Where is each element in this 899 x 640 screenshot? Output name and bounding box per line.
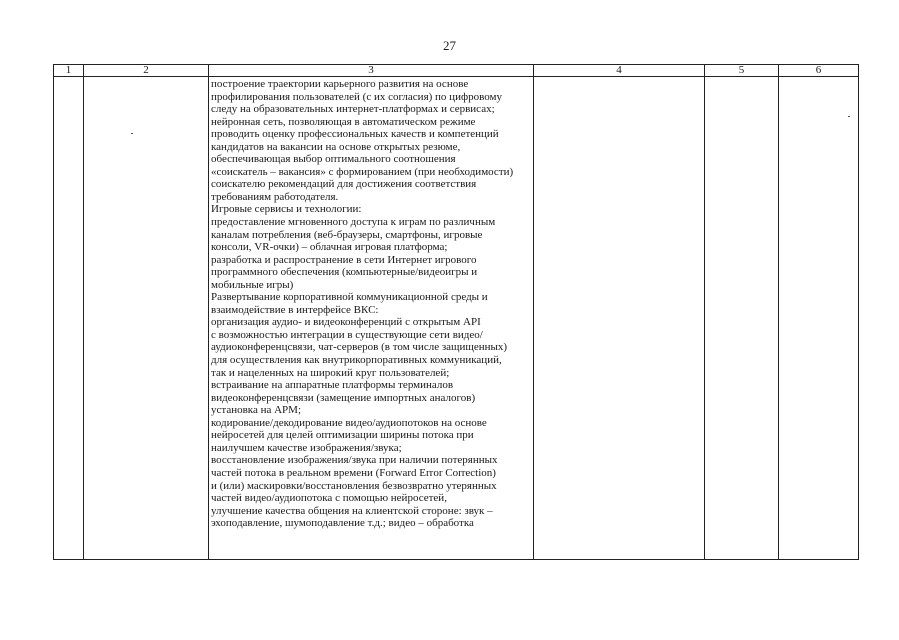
column-header-5: 5 [705, 65, 779, 77]
text-line: улучшение качества общения на клиентской стороне: звук – [211, 504, 493, 517]
cell-col-5 [705, 77, 779, 560]
text-line: «соискатель – вакансия» с формированием (при необходимости) [211, 165, 514, 178]
text-line: программного обеспечения (компьютерные/видеоигры и [211, 266, 478, 279]
scan-speck [131, 133, 133, 134]
scan-speck [848, 116, 850, 117]
text-line: нейросетей для целей оптимизации ширины потока при [211, 429, 474, 442]
cell-col-2 [84, 77, 209, 560]
text-line: требованиям работодателя. [211, 190, 339, 203]
text-line: Игровые сервисы и технологии: [211, 203, 362, 216]
text-line: каналам потребления (веб-браузеры, смартфоны, игровые [211, 228, 483, 241]
text-line: установка на АРМ; [211, 404, 302, 417]
text-line: аудиоконференцсвязи, чат-серверов (в том числе защищенных) [211, 341, 508, 354]
text-line: нейронная сеть, позволяющая в автоматическом режиме [211, 115, 476, 128]
column-header-2: 2 [84, 65, 209, 77]
column-header-1: 1 [54, 65, 84, 77]
text-line: следу на образовательных интернет-платформах и сервисах; [211, 103, 495, 116]
table-row [54, 77, 859, 560]
cell-col-3 [209, 77, 534, 560]
column-header-3: 3 [209, 65, 534, 77]
column-header-6: 6 [779, 65, 859, 77]
col3-text-block [209, 77, 533, 530]
text-line: организация аудио- и видеоконференций с открытым API [211, 316, 481, 329]
document-table [53, 64, 859, 560]
text-line: проводить оценку профессиональных качеств и компетенций [211, 128, 499, 141]
page-number: 27 [443, 38, 456, 53]
text-line: мобильные игры) [211, 278, 294, 291]
text-line: профилирования пользователей (с их согласия) по цифровому [211, 90, 502, 103]
cell-col-6 [779, 77, 859, 560]
text-line: так и нацеленных на широкий круг пользователей; [211, 366, 450, 379]
table-header-row [54, 65, 859, 77]
text-line: кандидатов на вакансии на основе открытых резюме, [211, 140, 461, 153]
cell-col-4 [534, 77, 705, 560]
text-line: частей потока в реальном времени (Forward Error Correction) [211, 466, 496, 479]
text-line: консоли, VR-очки) – облачная игровая платформа; [211, 241, 448, 254]
text-line: Развертывание корпоративной коммуникационной среды и [211, 291, 488, 304]
text-line: разработка и распространение в сети Интернет игрового [211, 253, 477, 266]
text-line: восстановление изображения/звука при наличии потерянных [211, 454, 498, 467]
text-line: кодирование/декодирование видео/аудиопотоков на основе [211, 416, 487, 429]
cell-col-1 [54, 77, 84, 560]
text-line: предоставление мгновенного доступа к играм по различным [211, 216, 496, 229]
text-line: частей видео/аудиопотока с помощью нейросетей, [211, 492, 447, 505]
text-line: для осуществления как внутрикорпоративных коммуникаций, [211, 354, 502, 367]
text-line: наилучшем качестве изображения/звука; [211, 441, 402, 454]
column-header-4: 4 [534, 65, 705, 77]
text-line: встраивание на аппаратные платформы терминалов [211, 379, 454, 392]
text-line: эхоподавление, шумоподавление т.д.; видео – обработка [211, 517, 474, 530]
text-line: с возможностью интеграции в существующие сети видео/ [211, 328, 483, 341]
text-line: построение траектории карьерного развития на основе [211, 78, 469, 90]
text-line: взаимодействие в интерфейсе ВКС: [211, 303, 379, 316]
text-line: обеспечивающая выбор оптимального соотношения [211, 153, 456, 166]
text-line: и (или) маскировки/восстановления безвозвратно утерянных [211, 479, 497, 492]
text-line: видеоконференцсвязи (замещение импортных аналогов) [211, 391, 476, 404]
text-line: соискателю рекомендаций для достижения соответствия [211, 178, 477, 191]
